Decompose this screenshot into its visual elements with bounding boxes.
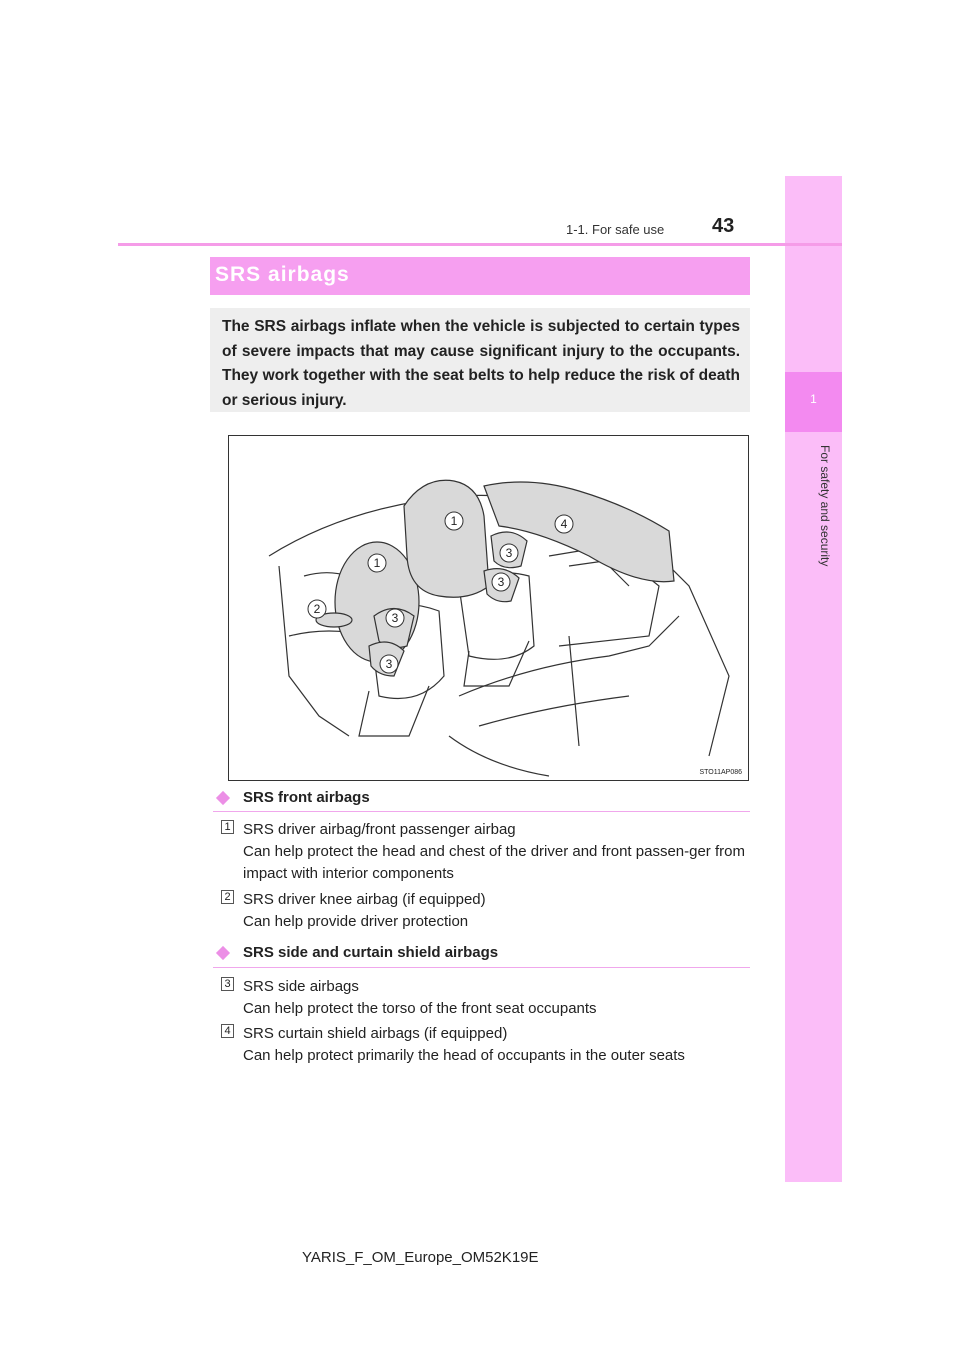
item-text xyxy=(243,1023,753,1067)
item-text xyxy=(243,819,753,885)
airbag-illustration xyxy=(228,435,749,781)
section-heading-front-airbags: SRS front airbags xyxy=(243,789,370,806)
item-title: SRS curtain shield airbags (if equipped) xyxy=(243,1025,508,1042)
section-header: 1-1. For safe use xyxy=(566,222,665,237)
item-text xyxy=(243,889,753,933)
chapter-number: 1 xyxy=(810,392,817,406)
item-text xyxy=(243,976,753,1020)
callout-2-text: 2 xyxy=(313,602,321,616)
figure-code: STO11AP086 xyxy=(699,769,742,776)
callout-4-text: 4 xyxy=(560,517,568,531)
item-description: Can help protect the torso of the front seat occupants xyxy=(243,1000,597,1017)
chapter-title: For safety and security xyxy=(818,445,832,567)
page-title: SRS airbags xyxy=(215,263,350,286)
section-diamond-icon xyxy=(216,791,230,805)
callout-3-passenger-upper-text: 3 xyxy=(505,546,513,560)
callout-3-passenger-lower-text: 3 xyxy=(497,575,505,589)
item-number-badge: 2 xyxy=(221,890,234,904)
item-number-badge: 1 xyxy=(221,820,234,834)
callout-3-driver-lower-text: 3 xyxy=(385,657,393,671)
item-description: Can help protect primarily the head of occupants in the outer seats xyxy=(243,1047,685,1064)
item-title: SRS driver knee airbag (if equipped) xyxy=(243,891,486,908)
car-interior-drawing xyxy=(229,436,750,782)
document-footer: YARIS_F_OM_Europe_OM52K19E xyxy=(302,1249,539,1266)
item-title: SRS driver airbag/front passenger airbag xyxy=(243,821,516,838)
item-number-badge: 4 xyxy=(221,1024,234,1038)
callout-3-driver-upper-text: 3 xyxy=(391,611,399,625)
callout-1-driver-text: 1 xyxy=(373,556,381,570)
item-description: Can help protect the head and chest of the driver and front passen-ger from impact with interior components xyxy=(243,843,745,882)
section-rule xyxy=(213,811,750,812)
section-heading-side-curtain-airbags: SRS side and curtain shield airbags xyxy=(243,944,499,961)
item-title: SRS side airbags xyxy=(243,978,359,995)
item-number-badge: 3 xyxy=(221,977,234,991)
section-rule xyxy=(213,967,750,968)
passenger-airbag xyxy=(404,480,489,597)
chapter-side-tab xyxy=(785,176,842,1182)
page-number: 43 xyxy=(712,215,735,237)
header-rule xyxy=(118,243,842,246)
section-diamond-icon xyxy=(216,946,230,960)
callout-1-passenger-text: 1 xyxy=(450,514,458,528)
intro-text: The SRS airbags inflate when the vehicle is subjected to certain types of severe impacts that may cause significant injury to the occupants. They work together with the seat belts to help reduce the risk of death or serious injury. xyxy=(222,318,740,409)
item-description: Can help provide driver protection xyxy=(243,913,469,930)
